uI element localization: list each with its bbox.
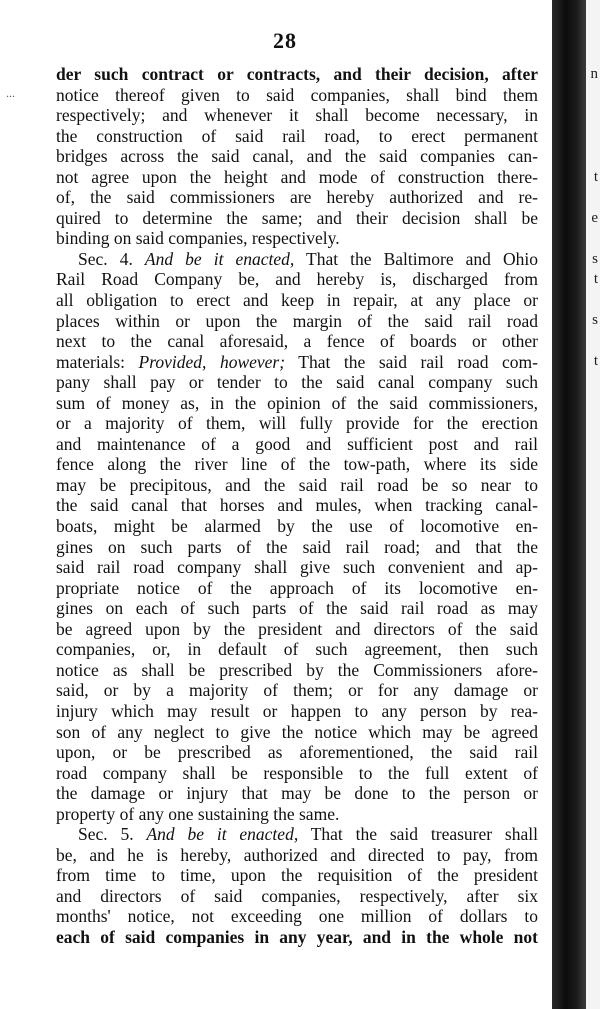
body-line: road company shall be responsible to the full extent of	[56, 762, 538, 783]
body-line: son of any neglect to give the notice which may be agreed	[56, 721, 538, 742]
body-line: the damage or injury that may be done to the person or	[56, 783, 538, 804]
facing-page-letter: t	[593, 168, 598, 185]
body-line: not agree upon the height and mode of construction there-	[56, 166, 538, 187]
body-line: from time to time, upon the requisition of the president	[56, 865, 538, 886]
binding-shadow	[552, 0, 586, 1009]
body-line: Sec. 5. And be it enacted, That the said treasurer shall	[78, 824, 538, 845]
facing-page-letter: s	[592, 250, 598, 267]
body-line: said rail road company shall give such convenient and ap-	[56, 557, 538, 578]
facing-page-letter: t	[593, 271, 598, 287]
body-line: and maintenance of a good and sufficient post and rail	[56, 433, 538, 454]
body-line: respectively; and whenever it shall become necessary, in	[56, 105, 538, 126]
body-line: the construction of said rail road, to erect permanent	[56, 125, 538, 146]
facing-page-letter: s	[592, 312, 598, 328]
facing-page-letter: e	[591, 209, 598, 226]
body-line: may be precipitous, and the said rail road be so near to	[56, 474, 538, 495]
body-line: quired to determine the same; and their decision shall be	[56, 207, 538, 228]
body-line: der such contract or contracts, and their decision, after	[56, 64, 538, 84]
body-line: be agreed upon by the president and directors of the said	[56, 618, 538, 639]
body-line: said, or by a majority of them; or for any damage or	[56, 680, 538, 701]
body-line: fence along the river line of the tow-path, where its side	[56, 454, 538, 475]
body-line: months' notice, not exceeding one million of dollars to	[56, 906, 538, 927]
text-column	[56, 64, 538, 948]
body-line: of, the said commissioners are hereby authorized and re-	[56, 187, 538, 208]
gutter-mark: ...	[6, 86, 15, 100]
body-line: binding on said companies, respectively.	[56, 228, 340, 249]
body-line: gines on each of such parts of the said rail road as may	[56, 598, 538, 619]
body-line: bridges across the said canal, and the said companies can-	[56, 146, 538, 167]
body-line: be, and he is hereby, authorized and directed to pay, from	[56, 844, 538, 865]
page-number: 28	[273, 28, 297, 53]
body-line: property of any one sustaining the same.	[56, 803, 340, 824]
body-line: gines on such parts of the said rail road; and that the	[56, 536, 538, 557]
body-line: materials: Provided, however; That the said rail road com-	[56, 351, 538, 372]
body-line: notice as shall be prescribed by the Commissioners afore-	[56, 659, 538, 680]
body-line: next to the canal aforesaid, a fence of boards or other	[56, 331, 538, 352]
body-line: places within or upon the margin of the said rail road	[56, 310, 538, 331]
body-line: propriate notice of the approach of its locomotive en-	[56, 577, 538, 598]
body-line: the said canal that horses and mules, when tracking canal-	[56, 495, 538, 516]
facing-page-letter: n	[590, 66, 598, 82]
body-line: and directors of said companies, respectively, after six	[56, 885, 538, 906]
body-line: upon, or be prescribed as aforementioned, the said rail	[56, 742, 538, 763]
body-line: Rail Road Company be, and hereby is, discharged from	[56, 269, 538, 290]
facing-page-letter: t	[593, 353, 598, 369]
body-line: boats, might be alarmed by the use of locomotive en-	[56, 516, 538, 537]
body-line: notice thereof given to said companies, shall bind them	[56, 84, 538, 105]
body-line: pany shall pay or tender to the said canal company such	[56, 372, 538, 393]
body-line: injury which may result or happen to any person by rea-	[56, 700, 538, 721]
body-line: Sec. 4. And be it enacted, That the Baltimore and Ohio	[78, 248, 538, 269]
body-line: all obligation to erect and keep in repair, at any place or	[56, 290, 538, 311]
next-page-strip	[586, 0, 600, 1009]
body-line: or a majority of them, will fully provide for the erection	[56, 413, 538, 434]
body-line: sum of money as, in the opinion of the said commissioners,	[56, 392, 538, 413]
body-line: companies, or, in default of such agreement, then such	[56, 639, 538, 660]
body-line: each of said companies in any year, and in the whole not	[56, 926, 538, 947]
